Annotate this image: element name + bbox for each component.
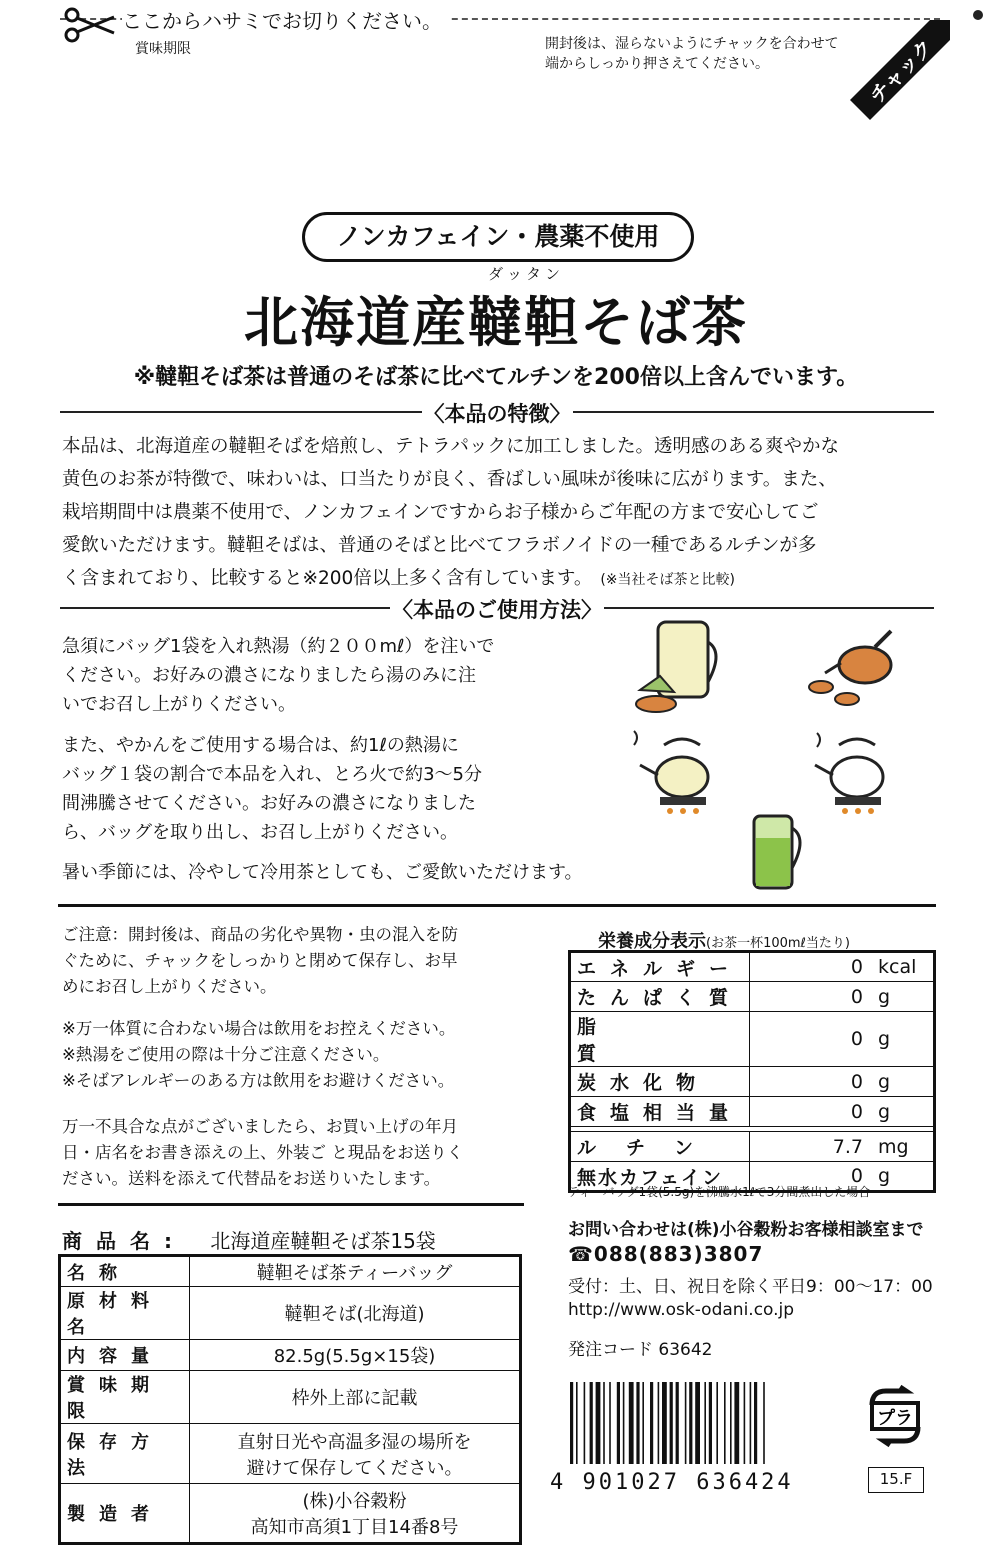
info-value: 82.5g(5.5g×15袋) (190, 1340, 521, 1371)
barcode-bar (650, 1382, 653, 1464)
barcode-bar (685, 1382, 687, 1464)
barcode-bar (750, 1382, 752, 1464)
barcode-bar (596, 1382, 601, 1464)
nutrient-name: ルチン (570, 1132, 750, 1162)
usage-line: 急須にバッグ1袋を入れ熱湯（約２００mℓ）を注いで (62, 636, 495, 657)
order-code: 発注コード 63642 (568, 1340, 713, 1360)
title-ruby: ダッタン (488, 265, 565, 283)
nutrient-amount: 0 (850, 1070, 863, 1093)
nutrition-row (570, 982, 935, 1012)
expiry-label: 賞味期限 (135, 41, 191, 57)
nutrient-name: 無水カフェイン (570, 1162, 750, 1192)
barcode-bar (704, 1382, 706, 1464)
barcode-bar (662, 1382, 667, 1464)
barcode-bar (623, 1382, 625, 1464)
usage-line: いでお召し上がりください。 (62, 694, 296, 715)
barcode-number: 4 901027 636424 (550, 1470, 794, 1495)
info-value-line: 避けて保存してください。 (246, 1457, 463, 1479)
info-value: 韃靼そば(北海道) (190, 1287, 521, 1340)
nutrient-amount: 0 (850, 1100, 863, 1123)
barcode-image (566, 1382, 842, 1464)
info-key: 名称 (60, 1256, 190, 1287)
warning-list (62, 1016, 455, 1094)
barcode-bar (570, 1382, 573, 1464)
nutrient-value (750, 982, 935, 1012)
usage-line: また、やかんをご使用する場合は、約1ℓの熱湯に (62, 735, 459, 756)
cold-tea-pitcher-icon (748, 808, 810, 893)
barcode-bar (590, 1382, 593, 1464)
info-value (190, 1424, 521, 1484)
nutrient-name: エネルギー (570, 952, 750, 982)
seal-note-line: 開封後は、湿らないようにチャックを合わせて (545, 36, 839, 52)
barcode-bar (676, 1382, 679, 1464)
nutrient-name: 食塩相当量 (570, 1097, 750, 1127)
warning-item: ※万一体質に合わない場合は飲用をお控えください。 (62, 1019, 456, 1038)
barcode-bar (734, 1382, 739, 1464)
caution-line: ぐために、チャックをしっかりと閉めて保存し、お早 (62, 951, 458, 970)
features-note: (※当社そば茶と比較) (600, 572, 735, 588)
barcode-bar (629, 1382, 634, 1464)
barcode-bar (658, 1382, 660, 1464)
nutrient-unit: g (878, 1028, 891, 1050)
product-name-row (62, 1225, 436, 1254)
product-name: 北海道産韃靼そば茶15袋 (210, 1229, 436, 1253)
nutrient-value (750, 1097, 935, 1127)
features-line: 愛飲いただけます。韃靼そばは、普通のそばと比べてフラボノイドの一種であるルチンが多 (62, 535, 817, 556)
caution-line: めにお召し上がりください。 (62, 977, 277, 996)
section-divider (58, 1203, 524, 1206)
nutrient-unit: kcal (878, 956, 917, 978)
features-line-text: く含まれており、比較すると※200倍以上多く含有しています。 (62, 568, 593, 589)
nutrient-amount: 0 (850, 956, 863, 978)
usage-line: バッグ１袋の割合で本品を入れ、とろ火で約3～5分 (62, 764, 482, 785)
info-row (60, 1256, 521, 1287)
features-line: 栽培期間中は農薬不使用で、ノンカフェインですからお子様からご年配の方まで安心してご (62, 502, 819, 523)
barcode-bar (609, 1382, 611, 1464)
nutrient-unit: mg (878, 1135, 909, 1158)
usage-heading (60, 594, 934, 622)
cut-instruction: ここからハサミでお切りください。 (122, 5, 448, 34)
hot-water-pot-icon (630, 612, 730, 717)
nutrition-row (570, 1067, 935, 1097)
warning-item: ※熱湯をご使用の際は十分ご注意ください。 (62, 1045, 390, 1064)
barcode-bar (617, 1382, 620, 1464)
info-key: 賞味期限 (60, 1371, 190, 1424)
recycle-pla-icon (862, 1385, 928, 1447)
info-row (60, 1424, 521, 1484)
nutrient-amount: 0 (850, 1028, 863, 1050)
barcode-bar (603, 1382, 605, 1464)
features-heading (60, 398, 934, 426)
features-line: 本品は、北海道産の韃靼そばを焙煎し、テトラパックに加工しました。透明感のある爽やかな (62, 436, 840, 457)
nutrition-row (570, 952, 935, 982)
contact-url[interactable]: http://www.osk-odani.co.jp (568, 1300, 795, 1320)
edge-mark (973, 10, 983, 20)
info-value-line: 直射日光や高温多湿の場所を (237, 1431, 472, 1453)
info-row (60, 1371, 521, 1424)
barcode-bar (636, 1382, 639, 1464)
nutrient-amount: 0 (850, 1165, 863, 1187)
nutrition-row (570, 1132, 935, 1162)
barcode-bar (754, 1382, 757, 1464)
nutrient-unit: g (878, 1165, 891, 1187)
caution-block (62, 922, 458, 1000)
info-value: 枠外上部に記載 (190, 1371, 521, 1424)
usage-step-1 (62, 632, 494, 719)
info-value (190, 1484, 521, 1544)
nutrition-footnote: ティーバッグ1袋(5.5g)を沸騰水1ℓで3分間煮出した場合 (568, 1185, 871, 1199)
page-title: 北海道産韃靼そば茶 (244, 290, 748, 354)
info-key: 保存方法 (60, 1424, 190, 1484)
warning-item: ※そばアレルギーのある方は飲用をお避けください。 (62, 1071, 455, 1090)
zip-label: チャック (864, 34, 938, 108)
info-value-line: (株)小谷穀粉 (302, 1491, 407, 1512)
seal-note (545, 34, 839, 74)
barcode-bar (730, 1382, 732, 1464)
scissors-icon (62, 6, 118, 44)
barcode-bar (709, 1382, 712, 1464)
contact-heading: お問い合わせは(株)小谷穀粉お客様相談室まで (568, 1220, 924, 1240)
barcode-bar (724, 1382, 726, 1464)
nutrient-name: 脂 質 (570, 1012, 750, 1067)
nutrition-row (570, 1012, 935, 1067)
nutrient-name: 炭水化物 (570, 1067, 750, 1097)
product-info-table (58, 1254, 522, 1545)
nutrient-unit: g (878, 985, 891, 1008)
subtitle: ※韃靼そば茶は普通のそば茶に比べてルチンを200倍以上含んでいます。 (133, 365, 859, 390)
barcode-bar (744, 1382, 746, 1464)
usage-line: 間沸騰させてください。お好みの濃さになりました (62, 793, 476, 814)
caution-line: ご注意：開封後は、商品の劣化や異物・虫の混入を防 (62, 925, 458, 944)
zip-tab-icon (840, 20, 950, 120)
nutrition-table (568, 950, 936, 1193)
usage-step-2 (62, 731, 482, 847)
version-code: 15.F (868, 1467, 924, 1493)
barcode-bar (689, 1382, 692, 1464)
non-caffeine-badge: ノンカフェイン・農薬不使用 (302, 212, 694, 262)
info-key: 原材料名 (60, 1287, 190, 1340)
seal-note-line: 端からしっかり押さえてください。 (545, 56, 769, 72)
nutrient-amount: 0 (850, 985, 863, 1008)
info-value: 韃靼そば茶ティーバッグ (190, 1256, 521, 1287)
nutrient-value (750, 1012, 935, 1067)
usage-step-3: 暑い季節には、冷やして冷用茶としても、ご愛飲いただけます。 (62, 862, 583, 883)
nutrition-title: 栄養成分表示 (598, 931, 706, 952)
nutrient-name: たんぱく質 (570, 982, 750, 1012)
product-name-label: 商品名: (62, 1229, 186, 1253)
nutrient-value (750, 1132, 935, 1162)
nutrient-amount: 7.7 (832, 1135, 863, 1158)
kettle-on-stove-icon-2 (805, 735, 895, 815)
features-text (62, 430, 839, 597)
recycle-label: プラ (877, 1408, 913, 1429)
barcode-bar (716, 1382, 718, 1464)
info-row (60, 1287, 521, 1340)
nutrient-value (750, 952, 935, 982)
info-row (60, 1340, 521, 1371)
barcode-bar (642, 1382, 644, 1464)
usage-heading-label: 〈本品のご使用方法〉 (392, 598, 602, 622)
barcode-bar (763, 1382, 765, 1464)
contact-phone[interactable]: ☎088(883)3807 (568, 1242, 764, 1266)
defect-line: ださい。送料を添えて代替品をお送りいたします。 (62, 1169, 441, 1188)
info-key: 内容量 (60, 1340, 190, 1371)
barcode-bar (576, 1382, 578, 1464)
defect-notice (62, 1114, 463, 1192)
teapot-icon (805, 625, 905, 710)
nutrient-unit: g (878, 1070, 891, 1093)
contact-hours: 受付：土、日、祝日を除く平日9：00～17：00 (568, 1277, 933, 1297)
info-row (60, 1484, 521, 1544)
barcode-bar (584, 1382, 586, 1464)
nutrient-unit: g (878, 1100, 891, 1123)
features-line: 黄色のお茶が特徴で、味わいは、口当たりが良く、香ばしい風味が後味に広がります。また、 (62, 469, 837, 490)
barcode-bar (695, 1382, 700, 1464)
usage-line: ください。お好みの濃さになりましたら湯のみに注 (62, 665, 476, 686)
section-divider (58, 904, 936, 907)
defect-line: 万一不具合な点がございましたら、お買い上げの年月 (62, 1117, 458, 1136)
defect-line: 日・店名をお書き添えの上、外装ご と現品をお送りく (62, 1143, 464, 1162)
barcode-bar (670, 1382, 673, 1464)
nutrient-value (750, 1067, 935, 1097)
nutrition-basis: (お茶一杯100mℓ当たり) (706, 936, 850, 951)
features-line (62, 562, 839, 597)
usage-line: ら、バッグを取り出し、お召し上がりください。 (62, 822, 458, 843)
features-heading-label: 〈本品の特徴〉 (423, 402, 571, 426)
info-value-line: 高知市高須1丁目14番8号 (250, 1517, 459, 1538)
kettle-on-stove-icon (630, 735, 720, 815)
info-key: 製造者 (60, 1484, 190, 1544)
nutrition-row (570, 1097, 935, 1127)
